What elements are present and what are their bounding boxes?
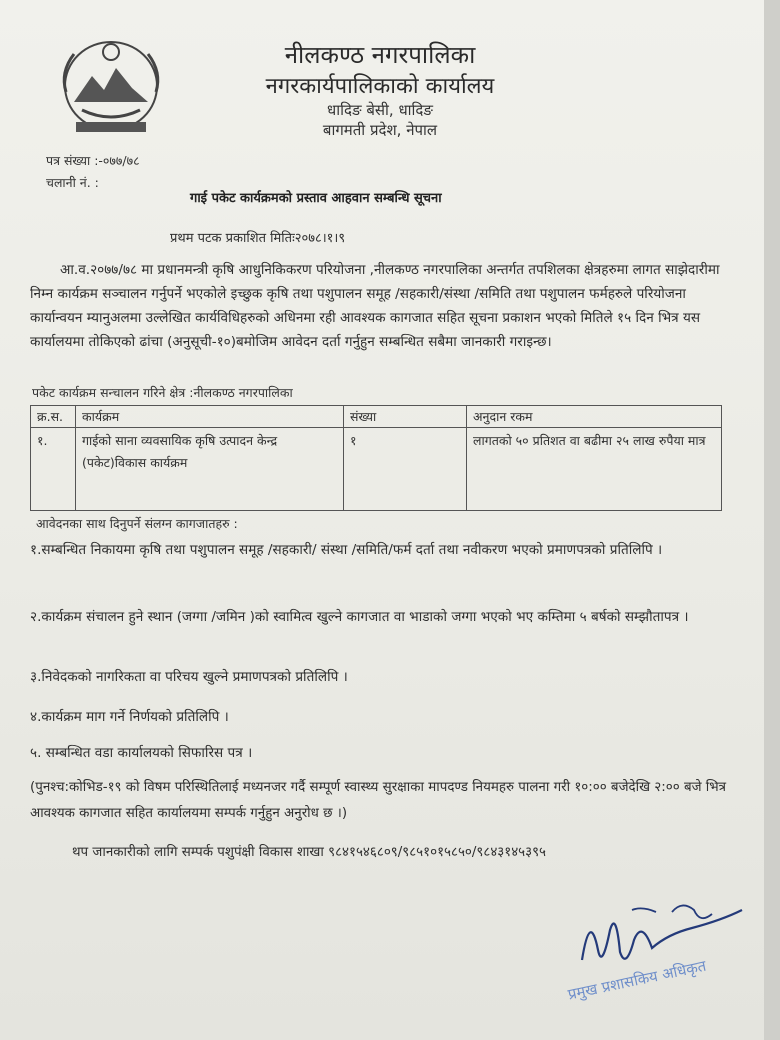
office-name: नीलकण्ठ नगरपालिका <box>284 41 476 69</box>
dispatch-number: चलानी नं. : <box>46 175 99 190</box>
program-table <box>30 405 722 511</box>
document-item: १.सम्बन्धित निकायमा कृषि तथा पशुपालन समूह /सहकारी/ संस्था /समिति/फर्म दर्ता तथा नवीकरण भएको प्रमाणपत्रको प्रतिलिपि । <box>30 542 663 558</box>
body-paragraph <box>30 258 742 354</box>
program-area: पकेट कार्यक्रम सन्चालन गरिने क्षेत्र :नीलकण्ठ नगरपालिका <box>32 385 293 400</box>
contact-line: थप जानकारीको लागि सम्पर्क पशुपंक्षी विकास शाखा ९८४१५४६८०९/९८५१०१५८५०/९८४३१४५३९५ <box>72 845 547 860</box>
table-header-row <box>31 406 722 428</box>
letter-number: पत्र संख्या :-०७७/७८ <box>46 153 140 168</box>
office-location: धादिङ बेसी, धादिङ <box>327 101 433 119</box>
col-header-count: संख्या <box>344 406 467 428</box>
document-item: ३.निवेदकको नागरिकता वा परिचय खुल्ने प्रमाणपत्रको प्रतिलिपि । <box>30 669 348 685</box>
document-item: २.कार्यक्रम संचालन हुने स्थान (जग्गा /जमिन )को स्वामित्व खुल्ने कागजात वा भाडाको जग्गा भएको भए कम्तिमा ५ बर्षको सम्झौतापत्र । <box>30 609 689 625</box>
page-edge <box>764 0 780 1040</box>
covid-note: (पुनश्च:कोभिड-१९ को विषम परिस्थितिलाई मध्यनजर गर्दै सम्पूर्ण स्वास्थ्य सुरक्षाका मापदण्ड नियमहरु पालना गरी १०:०० बजेदेखि २:०० बजे भित्र आवश्यक कागजात सहित कार्यालयमा सम्पर्क गर्नुहुन अनुरोध छ ।) <box>30 780 727 821</box>
col-header-sn: क्र.स. <box>31 406 76 428</box>
table-row <box>31 428 722 511</box>
col-header-grant: अनुदान रकम <box>467 406 722 428</box>
cell-program: गाईको साना व्यवसायिक कृषि उत्पादन केन्द्र (पकेट)विकास कार्यक्रम <box>76 428 344 511</box>
documents-heading: आवेदनका साथ दिनुपर्ने संलग्न कागजातहरु : <box>36 516 238 531</box>
cell-sn: १. <box>31 428 76 511</box>
office-subtitle: नगरकार्यपालिकाको कार्यालय <box>265 74 495 99</box>
cell-grant: लागतको ५० प्रतिशत वा बढीमा २५ लाख रुपैया मात्र <box>467 428 722 511</box>
nepal-emblem-icon <box>52 32 170 140</box>
document-item: ४.कार्यक्रम माग गर्ने निर्णयको प्रतिलिपि । <box>30 709 229 725</box>
publication-date: प्रथम पटक प्रकाशित मितिः२०७८।१।९ <box>170 231 346 246</box>
signatory-title: प्रमुख प्रशासकिय अधिकृत <box>566 956 708 1004</box>
cell-count: १ <box>344 428 467 511</box>
document-item: ५. सम्बन्धित वडा कार्यालयको सिफारिस पत्र । <box>30 745 253 761</box>
col-header-program: कार्यक्रम <box>76 406 344 428</box>
office-province: बागमती प्रदेश, नेपाल <box>322 121 438 139</box>
notice-subject: गाई पकेट कार्यक्रमको प्रस्ताव आहवान सम्बन्धि सूचना <box>190 191 442 206</box>
body-text: आ.व.२०७७/७८ मा प्रधानमन्त्री कृषि आधुनिकिकरण परियोजना ,नीलकण्ठ नगरपालिका अन्तर्गत तपशिलका क्षेत्रहरुमा लागत साझेदारीमा निम्न कार्यक्रम सञ्चालन गर्नुपर्ने भएकोले इच्छुक कृषि तथा पशुपालन समूह /सहकारी/संस्था /समिति तथा पशुपालन फर्महरुले परियोजना कार्यान्वयन म्यानुअलमा उल्लेखित कार्यविधिहरुको अधिनमा रही आवश्यक कागजात सहित सूचना प्रकाशन भएको मितिले १५ दिन भित्र यस कार्यालयमा तोकिएको ढांचा (अनुसूची-१०)बमोजिम आवेदन दर्ता गर्नुहुन सम्बन्धित सबैमा जानकारी गराइन्छ। <box>30 262 720 350</box>
